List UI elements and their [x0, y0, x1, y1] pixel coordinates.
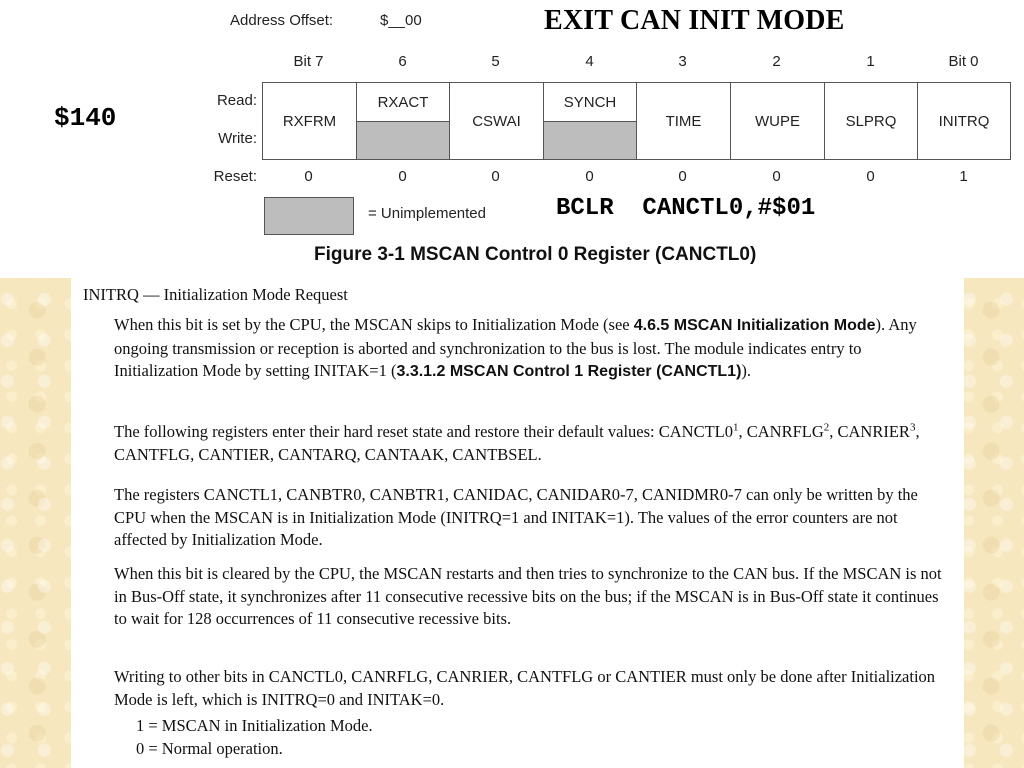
bit-number: 4 — [585, 53, 594, 70]
bit-cell-initrq: INITRQ — [938, 112, 990, 130]
reset-value: 1 — [959, 168, 968, 185]
reset-row-label: Reset: — [213, 168, 257, 185]
address-offset-label: Address Offset: — [230, 12, 334, 29]
paragraph-text: When this bit is set by the CPU, the MSCAN skips to Initialization Mode (see — [114, 315, 634, 334]
bit-description-heading: INITRQ — Initialization Mode Request — [83, 285, 348, 304]
unimplemented-legend-text: = Unimplemented — [368, 205, 486, 222]
section-reference: 4.6.5 MSCAN Initialization Mode — [633, 317, 876, 334]
bit-cell-rxfrm: RXFRM — [263, 83, 357, 159]
figure-caption: Figure 3-1 MSCAN Control 0 Register (CANCTL0) — [314, 244, 757, 265]
bit-number: 1 — [866, 53, 875, 70]
unimplemented-write-cell — [357, 121, 450, 159]
description-paragraph: The registers CANCTL1, CANBTR0, CANBTR1, CANIDAC, CANIDAR0-7, CANIDMR0-7 can only be written by the CPU when the MSCAN is in Initialization Mode (INITRQ=1 and INITAK=1). The values of the error counters are not affected by Initialization Mode. — [114, 485, 918, 549]
unimplemented-write-cell — [544, 121, 637, 159]
bit-number: 6 — [398, 53, 407, 70]
unimplemented-legend-swatch — [264, 197, 354, 235]
bit-cell-wupe: WUPE — [731, 83, 825, 159]
bit-description-panel — [71, 278, 964, 768]
slide-title: EXIT CAN INIT MODE — [544, 5, 845, 36]
footnote-marker: 2 — [823, 421, 830, 434]
paragraph-text: , CANRIER — [829, 422, 910, 441]
description-paragraph — [114, 421, 949, 466]
reset-value: 0 — [304, 168, 313, 185]
bit-number: 5 — [491, 53, 500, 70]
paragraph-text: ). Any ongoing transmission or reception is aborted and synchronization to the bus is lost. The module indicates entry to Initialization Mode by setting INITAK=1 ( — [114, 315, 917, 380]
reset-value: 0 — [585, 168, 594, 185]
bit-cell-slprq: SLPRQ — [825, 83, 918, 159]
bit-cell-time: TIME — [637, 83, 731, 159]
register-address: $140 — [54, 103, 117, 133]
bit-number: 3 — [678, 53, 687, 70]
bit-cell-synch: SYNCH — [544, 83, 637, 121]
read-row-label: Read: — [216, 92, 257, 109]
code-mnemonic: BCLR — [556, 195, 614, 222]
paragraph-text: ). — [741, 361, 752, 380]
section-reference: 3.3.1.2 MSCAN Control 1 Register (CANCTL1) — [396, 363, 742, 380]
bit-number: Bit 7 — [293, 53, 324, 70]
reset-value: 0 — [866, 168, 875, 185]
footnote-marker: 1 — [733, 421, 739, 434]
reset-value: 0 — [678, 168, 687, 185]
write-row-label: Write: — [218, 130, 257, 147]
bit-number: Bit 0 — [948, 53, 979, 70]
code-operand: CANCTL0,#$01 — [642, 195, 816, 222]
bit-value-option: 1 = MSCAN in Initialization Mode. — [136, 716, 373, 735]
code-instruction — [556, 195, 815, 222]
description-paragraph: When this bit is cleared by the CPU, the MSCAN restarts and then tries to synchronize to the CAN bus. If the MSCAN is not in Bus-Off state, it synchronizes after 11 consecutive recessive bits on the bus; if the MSCAN is in Bus-Off state it continues to wait for 128 occurrences of 11 consecutive recessive bits. — [114, 564, 942, 628]
address-offset-value: $__00 — [380, 12, 422, 29]
bit-value-option: 0 = Normal operation. — [136, 739, 283, 758]
description-paragraph — [114, 314, 949, 384]
reset-value: 0 — [398, 168, 407, 185]
register-bit-table — [262, 82, 1011, 160]
reset-value: 0 — [772, 168, 781, 185]
paragraph-text: The following registers enter their hard reset state and restore their default values: CANCTL0 — [114, 422, 733, 441]
description-paragraph: Writing to other bits in CANCTL0, CANRFLG, CANRIER, CANTFLG or CANTIER must only be done after Initialization Mode is left, which is INITRQ=0 and INITAK=0. — [114, 667, 936, 709]
footnote-marker: 3 — [909, 421, 916, 434]
bit-cell-rxact: RXACT — [357, 83, 450, 121]
reset-value: 0 — [491, 168, 500, 185]
paragraph-text: , CANRFLG — [738, 422, 824, 441]
register-figure-panel — [0, 0, 1024, 278]
bit-cell-cswai: CSWAI — [450, 83, 544, 159]
bit-number: 2 — [772, 53, 781, 70]
paragraph-text: , CANTFLG, CANTIER, CANTARQ, CANTAAK, CANTBSEL. — [114, 422, 920, 464]
